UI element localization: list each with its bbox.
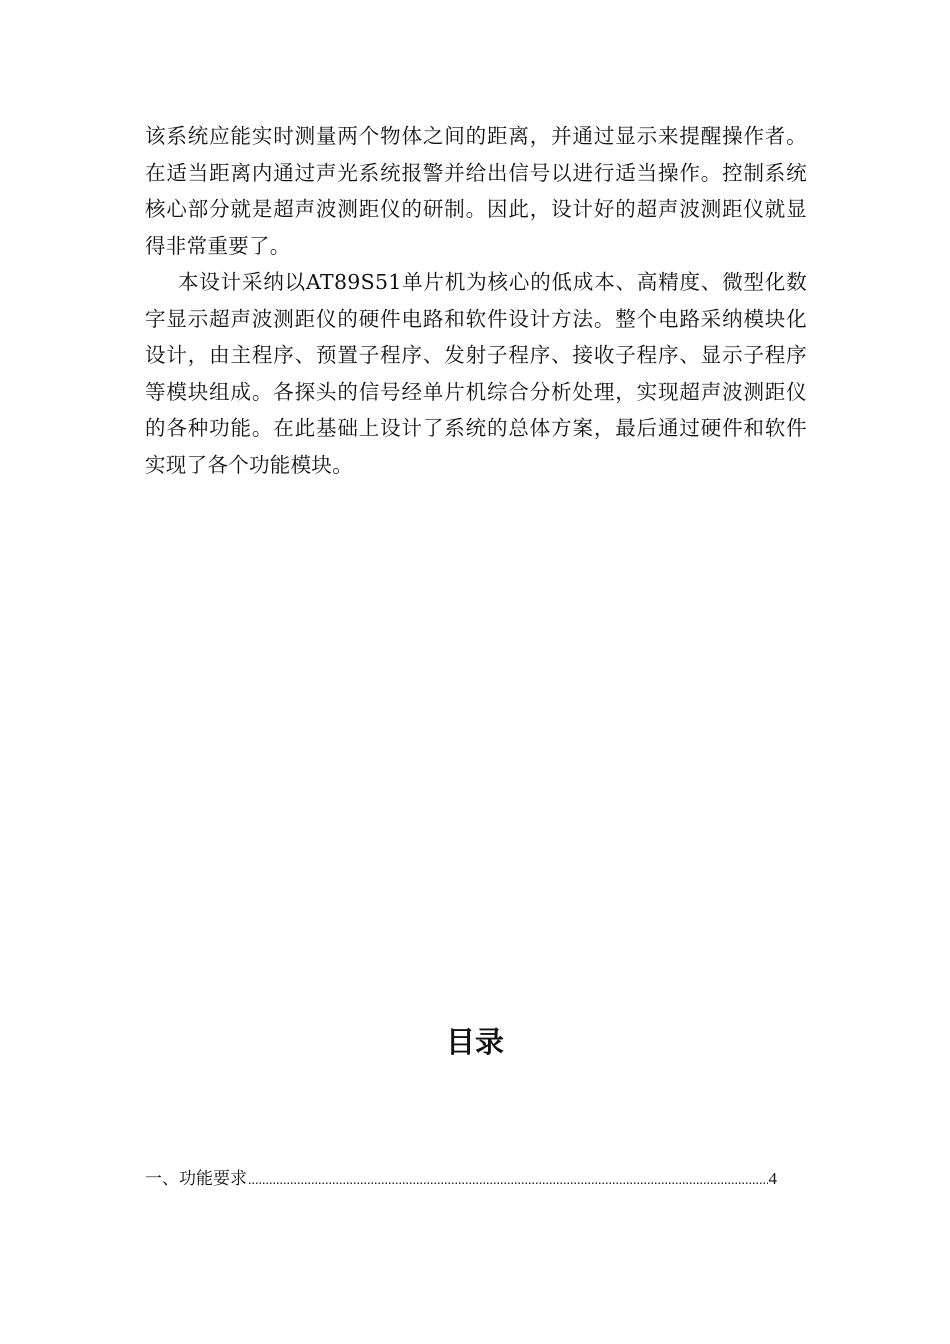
toc-entry-label: 一、功能要求 (145, 1169, 247, 1189)
toc-title: 目录 (445, 1025, 504, 1059)
toc-entry[interactable] (145, 1166, 777, 1194)
table-of-contents (145, 1166, 777, 1194)
paragraph-intro: 该系统应能实时测量两个物体之间的距离，并通过显示来提醒操作者。在适当距离内通过声光系统报警并给出信号以进行适当操作。控制系统核心部分就是超声波测距仪的研制。因此，设计好的超声波测距仪就显得非常重要了。 (145, 124, 807, 258)
paragraph-design: 本设计采纳以AT89S51单片机为核心的低成本、高精度、微型化数字显示超声波测距仪的硬件电路和软件设计方法。整个电路采纳模块化设计，由主程序、预置子程序、发射子程序、接收子程序、显示子程序等模块组成。各探头的信号经单片机综合分析处理，实现超声波测距仪的各种功能。在此基础上设计了系统的总体方案，最后通过硬件和软件实现了各个功能模块。 (145, 270, 807, 477)
body-text (145, 118, 807, 483)
toc-entry-page: 4 (768, 1169, 777, 1188)
toc-dot-leader (248, 1168, 768, 1194)
